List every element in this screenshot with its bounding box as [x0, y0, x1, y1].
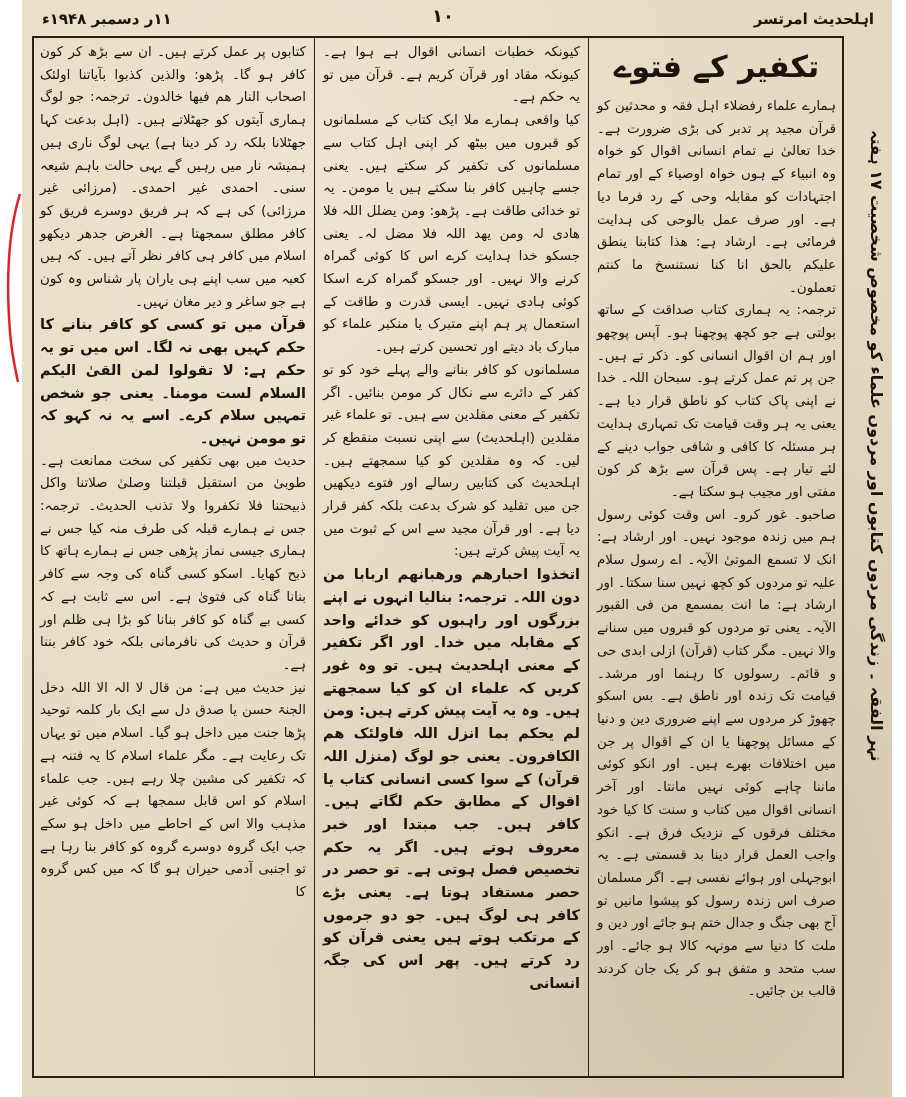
article-title: تکفیر کے فتوے: [613, 50, 820, 85]
column-left: [32, 36, 314, 1078]
column-right-paragraph-2: ترجمہ: یہ ہماری کتاب صداقت کے ساتھ بولتی ہے جو کچھ پوچھنا ہو۔ آپس پوچھو اور ہم ان اقوال انسانی کو۔ ذکر تے ہیں۔ جن پر تم عمل کرتے ہو۔ سبحان اللہ۔ خدا نے اپنی پاک کتاب کو ناطق قرار دیا ہے۔ یعنی یہ ہر وقت قیامت تک تمہاری ہدایت ہر مسئلہ کا کافی و شافی جواب دینے کے لئے تیار ہے۔ پس قرآن سے بڑھ کر کون مفتی اور مجیب ہو سکتا ہے۔: [597, 303, 836, 500]
column-left-paragraph-3: حدیث میں بھی تکفیر کی سخت ممانعت ہے۔ طوبیٰ من استقبل قبلتنا وصلیٰ صلاتنا واکل ذبیحتنا فلا تکفروا ولا تذنب الحدیث۔ ترجمہ: جس نے ہمارے قبلہ کی طرف منہ کیا جس نے ہماری جیسی نماز پڑھی جس نے ہمارے ہاتھ کا ذبح کھایا۔ اسکو کسی گناہ کی وجہ سے کافر بنانا گناہ کی فتویٰ ہے۔ اس سے ثابت ہے کہ کسی بے گناہ کو کافر بنانا کو بڑا ہی ظلم اور قرآن و حدیث کی نافرمانی بلکہ خود کافر بننا ہے۔: [40, 453, 306, 673]
red-margin-mark: [0, 192, 28, 384]
column-right-paragraph-1: ہمارے علماء رفضلاء اہل فقہ و محدثین کو قرآن مجید پر تدبر کی بڑی ضرورت ہے۔ خدا تعالیٰ نے تمام انسانی اقوال کو خواہ وہ انبیاء کے ہوں خواہ اوصیاء کے اور تمام اجتہادات کو مقابلہ وحی کے رد فرما دیا ہے۔ اور صرف عمل بالوحی کی ہدایت فرمائی ہے۔ ارشاد ہے: ھذا کتابنا ینطق علیکم بالحق انا کنا نستنسخ ما کنتم تعملون۔: [597, 99, 836, 296]
column-middle-paragraph-4: اتخذوا احبارھم ورھبانھم اربابا من دون اللہ۔ ترجمہ: بنالیا انہوں نے اپنے بزرگوں اور راہبوں کو خدائے واحد کے مقابلہ میں خدا۔ اور اگر تکفیر کے معنی اہلحدیث ہیں۔ تو وہ غور کریں کہ علماء ان کو کیا سمجھتے ہیں۔ وہ یہ آیت پیش کرتے ہیں: ومن لم یحکم بما انزل اللہ فاولئک ھم الکافرون۔ یعنی جو لوگ (منزل اللہ قرآن) کے سوا کسی انسانی کتاب یا اقوال کے مطابق حکم لگاتے ہیں۔ کافر ہیں۔ جب مبتدا اور خبر معروف ہوتے ہیں۔ اگر یہ حکم تخصیص فصل ہوتی ہے۔ تو حصر در حصر مستفاد ہوتا ہے۔ یعنی بڑے کافر ہی لوگ ہیں۔ جو دو جرموں کے مرتکب ہوتے ہیں یعنی قرآن کو رد کرتے ہیں۔ پھر اس کی جگہ انسانی: [323, 567, 580, 992]
margin-note-text: ۔ زندگی مردوں کتابوں اور مردوں علماء کو مخصوص شخصیت ۱۷: [867, 170, 886, 682]
column-middle: [314, 36, 588, 1078]
margin-handwritten-note: [852, 130, 886, 790]
page-header: [22, 4, 892, 34]
column-middle-paragraph-2: کیا واقعی ہمارے ملا ایک کتاب کے مسلمانوں کو قبروں میں بیٹھ کر اپنی اہل کتاب سے مسلمانوں کی تکفیر کر سکتے ہیں۔ یعنی جسے چاہیں کافر بنا سکتے ہیں یا مومن۔ یہ تو خدائی طاقت ہے۔ پڑھو: ومن یضلل اللہ فلا ھادی لہ ومن یھد اللہ فلا مضل لہ۔ یعنی جسکو خدا ہدایت کرے اس کا کوئی گمراہ کرنے والا نہیں۔ اور جسکو گمراہ کرے اسکا کوئی ہادی نہیں۔ ایسی قدرت و طاقت کے استعمال پر ہم اپنے متبرک یا منکبر علماء کو مبارک باد دیتے اور تحسین کرتے ہیں۔: [323, 113, 580, 356]
newspaper-page: [22, 0, 892, 1097]
column-left-paragraph-2: قرآن میں تو کسی کو کافر بنانے کا حکم کہیں بھی نہ لگا۔ اس میں تو یہ حکم ہے: لا تقولوا لمن القیٰ الیکم السلام لست مومنا۔ یعنی جو شخص تمہیں سلام کرے۔ اسے یہ نہ کہو کہ تو مومن نہیں۔: [40, 317, 306, 447]
column-right: [588, 36, 844, 1078]
margin-note-date: ہفتہ: [867, 130, 885, 165]
header-date: ۱۱ر دسمبر ۱۹۴۸ء: [42, 10, 172, 28]
header-publication-name: اہلحدیث امرتسر: [753, 10, 874, 28]
column-right-paragraph-3: صاحبو۔ غور کرو۔ اس وقت کوئی رسول ہم میں زندہ موجود نہیں۔ اور ارشاد ہے: انک لا تسمع الموتیٰ الآیہ۔ اے رسول سلام علیہ تو مردوں کو کچھ نہیں سنا سکتا۔ اور ارشاد ہے: ما انت بمسمع من فی القبور الآیہ۔ یعنی تو مردوں کو قبروں میں سنانے والا نہیں۔ مگر کتاب (قرآن) ازلی ابدی حی و قائم۔ رسولوں کا رہنما اور مرشد۔ قیامت تک زندہ اور ناطق ہے۔ بس اسکو چھوڑ کر مردوں سے اپنے ضروری دین و دنیا کے مسائل پوچھنا یا ان کے اقوال پر جن میں اختلافات بھرے ہیں۔ اور انکو کوئی ماننا چاہے کوئی نہیں مانتا۔ اور آخر انسانی اقوال میں کتاب و سنت کا کیا خود مختلف فرقوں کے نزدیک فرق ہے۔ انکو واجب العمل قرار دینا بد قسمتی ہے۔ یہ ابوجہلی اور ہوائے نفسی ہے۔ اگر مسلمان صرف اس زندہ رسول کو پیشوا مانیں تو آج بھی جنگ و جدال ختم ہو جائے اور دین و ملت کا دنیا سے مونہہ کالا ہو جائے۔ اور سب متحد و متفق ہو کر یک جان کردند قالب بن جائیں۔: [597, 507, 836, 1000]
column-left-paragraph-4: نیز حدیث میں ہے: من قال لا الہ الا اللہ دخل الجنۃ حسن یا صدق دل سے ایک بار کلمہ توحید پڑھا جنت میں داخل ہو گیا۔ اسلام میں تو یہاں تک رعایت ہے۔ مگر علماء اسلام کا یہ فتنہ ہے کہ تکفیر کی مشین چلا رہے ہیں۔ جب علماء اسلام کو اس قابل سمجھا ہے کہ کوئی غیر مذہب والا اس کے احاطے میں داخل ہو سکے جب ایک گروہ دوسرے گروہ کو کافر بنا رہا ہے تو اجنبی آدمی حیران ہو گا کہ میں کس گروہ کا: [40, 680, 306, 901]
margin-note-label: نہر الفقہ: [867, 686, 886, 762]
column-middle-paragraph-3: مسلمانوں کو کافر بنانے والے پہلے خود کو تو کفر کے دائرے سے نکال کر مومن بنائیں۔ اگر تکفیر کے معنی مقلدین سے ہیں۔ تو علماء غیر مقلدین (اہلحدیث) سے اپنی نسبت منقطع کر لیں۔ کہ وہ مقلدین کو کیا سمجھتے ہیں۔ اہلحدیث کی کتابیں رسالے اور فتوے دیکھیں جن میں تقلید کو شرک بدعت بلکہ کفر قرار دیا ہے۔ اور قرآن مجید سے اس کے ثبوت میں یہ آیت پیش کرتے ہیں:: [323, 362, 580, 560]
column-left-paragraph-1: کتابوں پر عمل کرتے ہیں۔ ان سے بڑھ کر کون کافر ہو گا۔ پڑھو: والذین کذبوا بآیاتنا اولئک اصحاب النار ھم فیھا خالدون۔ ترجمہ: جو لوگ ہماری آیتوں کو جھٹلاتے ہیں۔ (اہل بدعت کہا جھٹلانا بلکہ رد کر دینا ہے) یہی لوگ ناری ہیں ہمیشہ نار میں رہیں گے یہی حالت باہم شیعہ سنی۔ احمدی غیر احمدی۔ (مرزائی غیر مرزائی) کی ہے کہ ہر فریق دوسرے فریق کو کافر مطلق سمجھتا ہے۔ الغرض جدھر دیکھو اسلام میں کافر ہی کافر نظر آتے ہیں۔ کہ ہیں کعبہ میں سب اپنے ہی یاران پار شناس وہ کون ہے جو ساغر و دیر مغان نہیں۔: [40, 45, 306, 310]
header-page-number: ۱۰: [432, 6, 454, 27]
column-middle-paragraph-1: کیونکہ خطبات انسانی اقوال ہے ہوا ہے۔ کیونکہ مقاد اور قرآن کریم ہے۔ قرآن میں تو یہ حکم ہے۔: [323, 45, 580, 106]
